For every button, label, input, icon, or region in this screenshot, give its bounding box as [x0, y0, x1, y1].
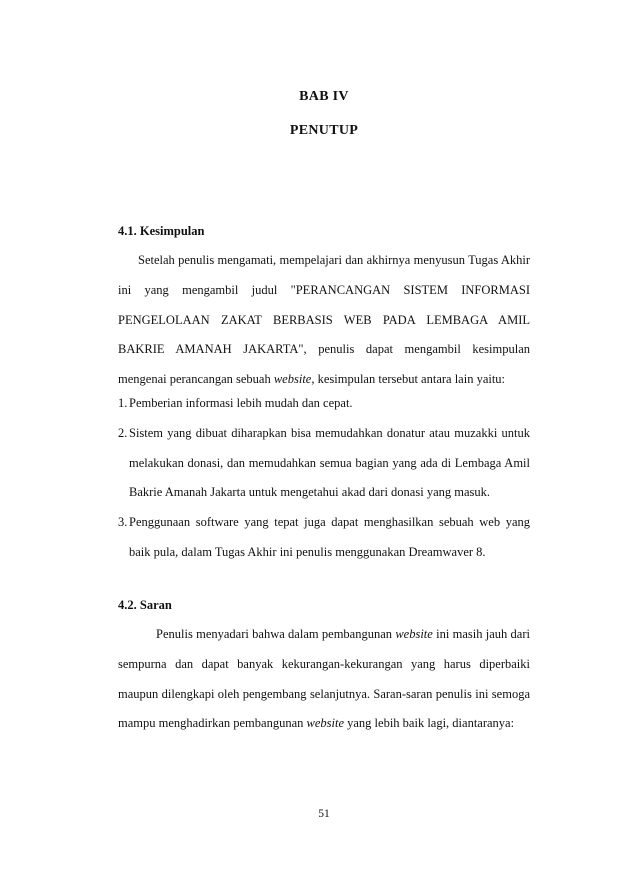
section-heading-saran: 4.2. Saran: [118, 598, 172, 612]
list-item: [118, 508, 530, 568]
paragraph-saran: [118, 620, 530, 739]
section-heading-kesimpulan: 4.1. Kesimpulan: [118, 224, 205, 238]
list-item-text: Sistem yang dibuat diharapkan bisa memudahkan donatur atau muzakki untuk melakukan donasi, dan memudahkan semua bagian yang ada di Lembaga Amil Bakrie Amanah Jakarta untuk mengetahui akad dari donasi yang masuk.: [129, 425, 530, 500]
list-item-text: Pemberian informasi lebih mudah dan cepat.: [129, 396, 353, 410]
chapter-number: BAB IV: [299, 89, 349, 104]
paragraph-italic-term: website: [395, 627, 433, 641]
list-item: [118, 419, 530, 508]
page-number: 51: [318, 808, 330, 820]
list-item-number: 2.: [118, 425, 128, 440]
paragraph-text: Penulis menyadari bahwa dalam pembangunan: [156, 627, 396, 641]
list-item-number: 3.: [118, 515, 128, 530]
chapter-title: PENUTUP: [289, 123, 359, 138]
list-item-text: Penggunaan software yang tepat juga dapat menghasilkan sebuah web yang baik pula, dalam Tugas Akhir ini penulis menggunakan Dreamwaver 8.: [129, 515, 530, 559]
paragraph-italic-term: website: [273, 372, 312, 387]
conclusion-list: [118, 389, 530, 568]
paragraph-kesimpulan: [118, 246, 530, 395]
list-item-number: 1.: [118, 396, 128, 410]
paragraph-text: ini masih jauh dari sempurna dan dapat banyak kekurangan-kekurangan yang harus diperbaiki maupun dilengkapi oleh pengembang selanjutnya. Saran-saran penulis ini semoga mampu menghadirkan pembangunan: [118, 627, 530, 731]
paragraph-text: , kesimpulan tersebut antara lain yaitu:: [311, 372, 506, 387]
list-item: [118, 389, 530, 419]
paragraph-text: yang lebih baik lagi, diantaranya:: [344, 716, 515, 731]
paragraph-text: Setelah penulis mengamati, mempelajari dan akhirnya menyusun Tugas Akhir ini yang mengambil judul "PERANCANGAN SISTEM INFORMASI PENGELOLAAN ZAKAT BERBASIS WEB PADA LEMBAGA AMIL BAKRIE AMANAH JAKARTA", penulis dapat mengambil kesimpulan mengenai perancangan sebuah: [118, 253, 530, 387]
paragraph-italic-term: website: [306, 716, 344, 731]
